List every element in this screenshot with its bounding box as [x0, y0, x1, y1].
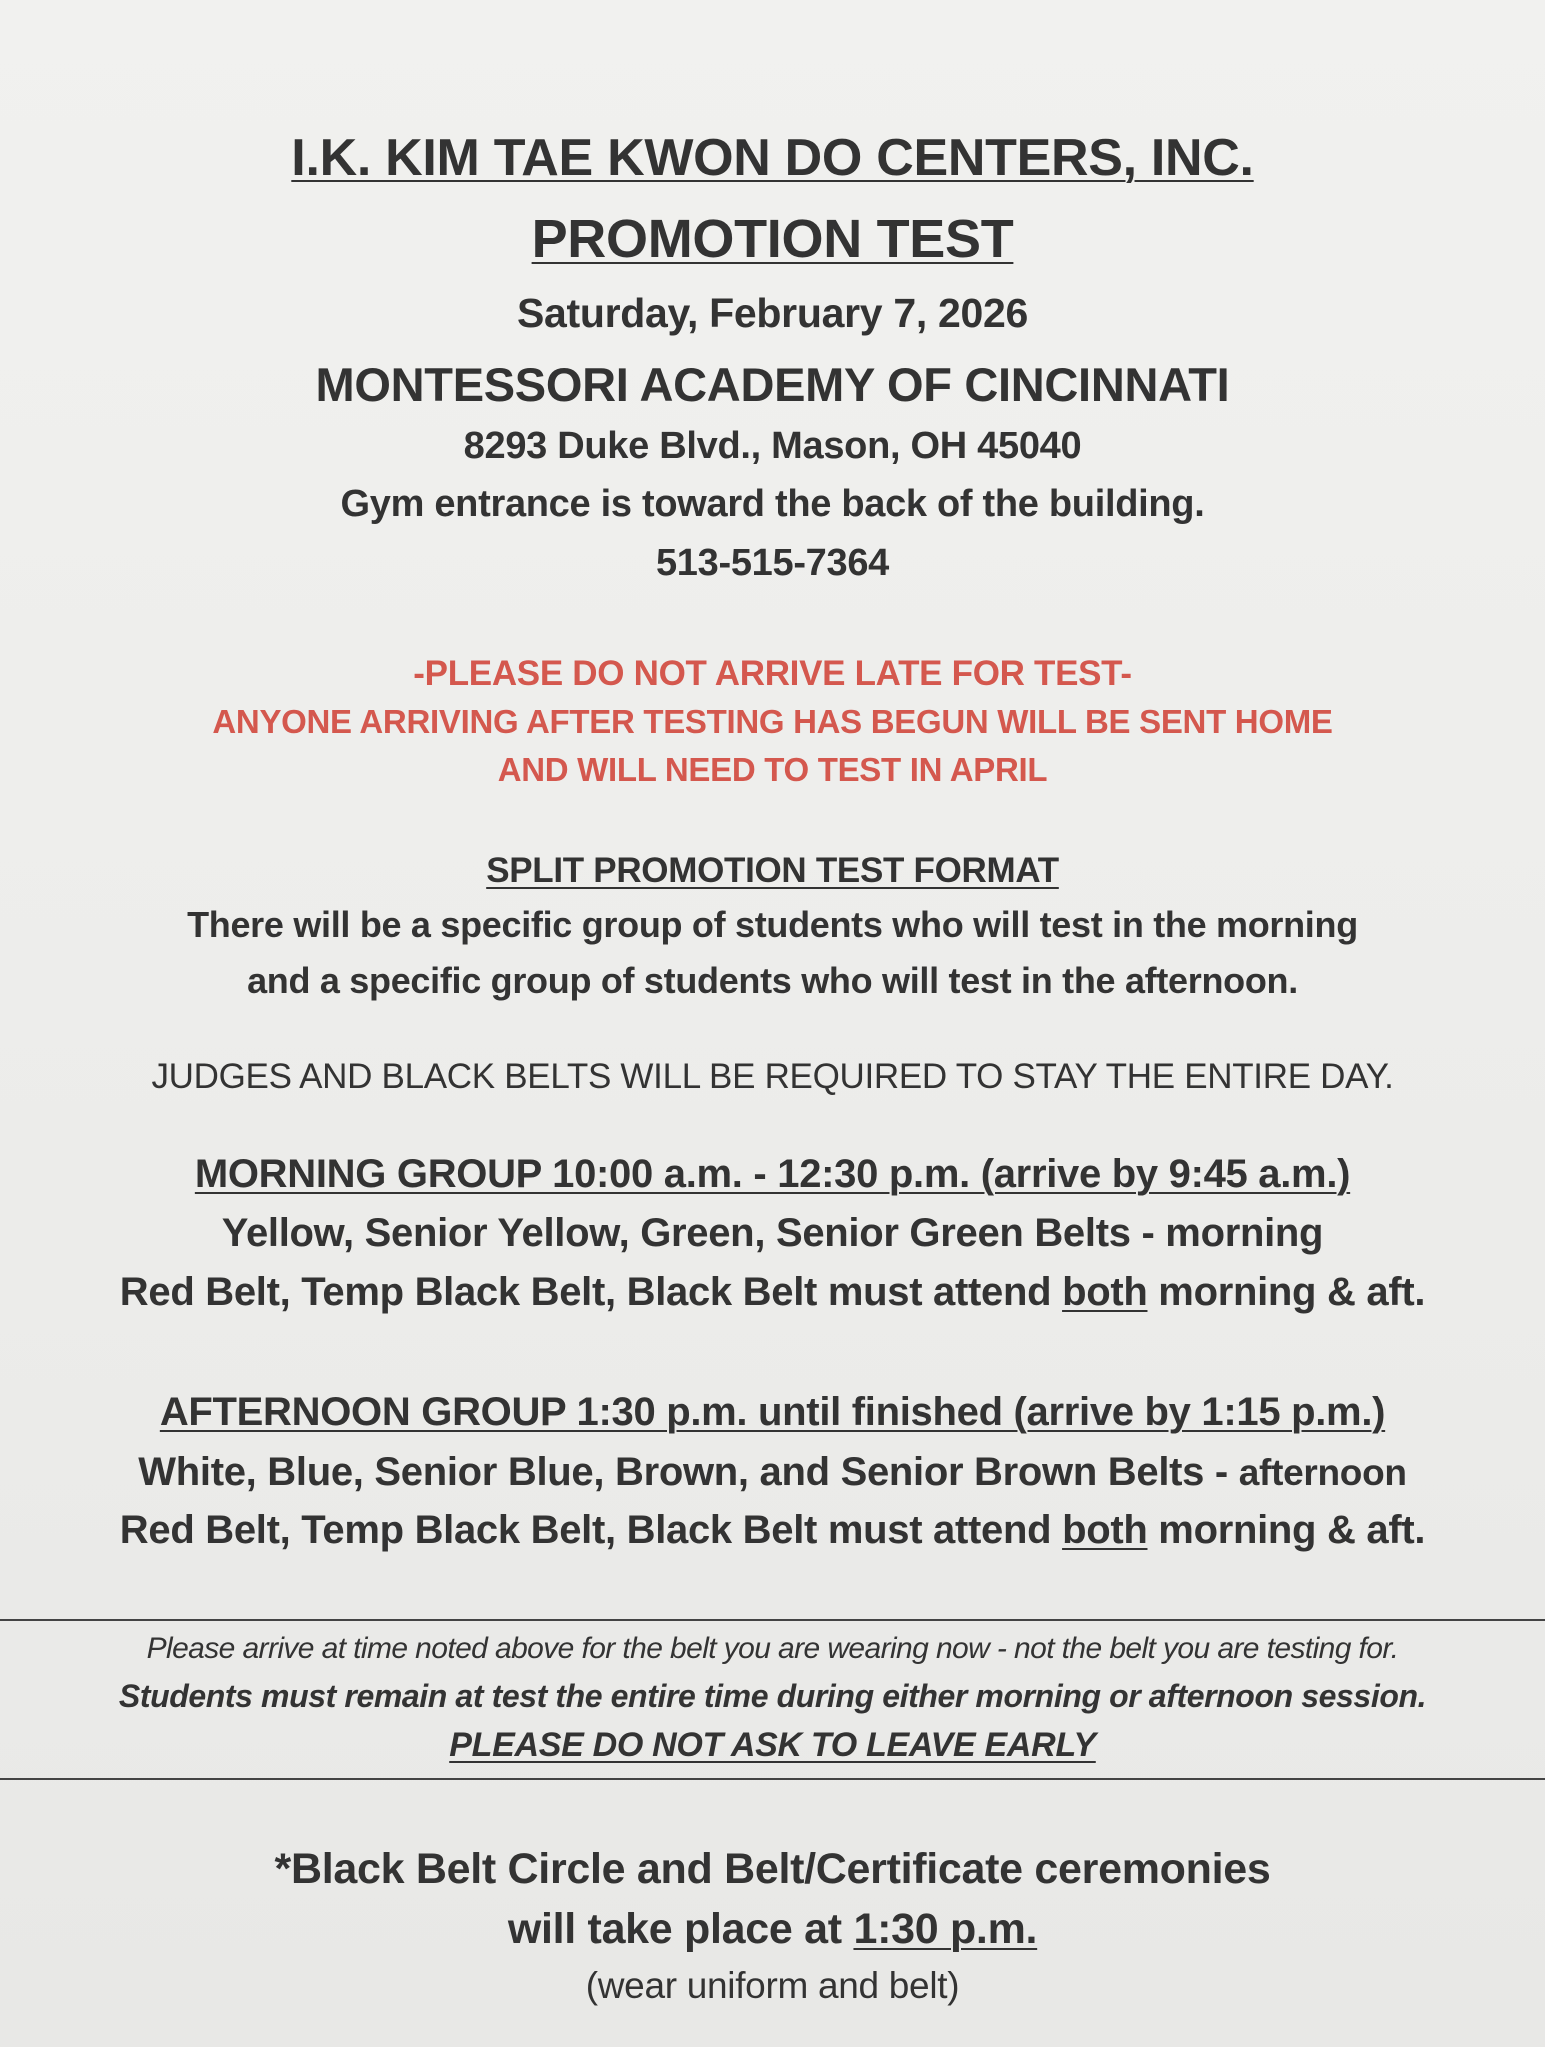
morning-belts: Yellow, Senior Yellow, Green, Senior Green Belts - morning: [221, 1211, 1324, 1255]
afternoon-belts-tail: afternoon: [1238, 1452, 1407, 1493]
afternoon-requirement: [0, 1508, 1545, 1553]
afternoon-belts: [0, 1450, 1545, 1495]
afternoon-requirement-prefix: Red Belt, Temp Black Belt, Black Belt must attend: [119, 1508, 1063, 1552]
venue-address: 8293 Duke Blvd., Mason, OH 45040: [463, 425, 1082, 467]
entrance-note: Gym entrance is toward the back of the building.: [340, 483, 1205, 525]
ceremony-time-value: 1:30 p.m.: [853, 1905, 1038, 1953]
morning-requirement-suffix: morning & aft.: [1147, 1270, 1426, 1314]
late-warning-title: -PLEASE DO NOT ARRIVE LATE FOR TEST-: [413, 654, 1132, 693]
morning-heading: MORNING GROUP 10:00 a.m. - 12:30 p.m. (arrive by 9:45 a.m.): [194, 1152, 1351, 1196]
ceremony-attire: (wear uniform and belt): [585, 1965, 960, 2006]
notice-belt-time: Please arrive at time noted above for the belt you are wearing now - not the belt you are testing for.: [146, 1632, 1399, 1665]
event-date: Saturday, February 7, 2026: [516, 290, 1029, 336]
notice-remain: Students must remain at test the entire time during either morning or afternoon session.: [118, 1678, 1427, 1714]
afternoon-requirement-suffix: morning & aft.: [1147, 1508, 1426, 1552]
morning-requirement: [0, 1270, 1545, 1315]
notice-top-rule: [0, 1619, 1545, 1621]
event-title: PROMOTION TEST: [531, 209, 1014, 269]
org-name: I.K. KIM TAE KWON DO CENTERS, INC.: [291, 129, 1254, 187]
ceremony-time: [0, 1905, 1545, 1954]
afternoon-heading: AFTERNOON GROUP 1:30 p.m. until finished (arrive by 1:15 p.m.): [159, 1390, 1386, 1434]
ceremony-time-prefix: will take place at: [507, 1905, 854, 1953]
phone-number: 513-515-7364: [655, 542, 890, 584]
afternoon-belts-main: White, Blue, Senior Blue, Brown, and Senior Brown Belts -: [138, 1450, 1239, 1494]
ceremony-title: *Black Belt Circle and Belt/Certificate ceremonies: [274, 1845, 1271, 1893]
morning-requirement-prefix: Red Belt, Temp Black Belt, Black Belt must attend: [119, 1270, 1063, 1314]
venue-name: MONTESSORI ACADEMY OF CINCINNATI: [315, 358, 1230, 411]
format-description-1: There will be a specific group of students who will test in the morning: [187, 904, 1358, 945]
morning-requirement-emphasis: both: [1062, 1270, 1148, 1314]
format-heading: SPLIT PROMOTION TEST FORMAT: [486, 851, 1059, 890]
late-warning-detail-2: AND WILL NEED TO TEST IN APRIL: [497, 751, 1048, 788]
notice-no-leave: PLEASE DO NOT ASK TO LEAVE EARLY: [449, 1726, 1096, 1764]
late-warning-detail-1: ANYONE ARRIVING AFTER TESTING HAS BEGUN WILL BE SENT HOME: [212, 703, 1333, 740]
format-description-2: and a specific group of students who will test in the afternoon.: [247, 960, 1298, 1001]
notice-bottom-rule: [0, 1778, 1545, 1780]
afternoon-requirement-emphasis: both: [1062, 1508, 1148, 1552]
judges-note: JUDGES AND BLACK BELTS WILL BE REQUIRED TO STAY THE ENTIRE DAY.: [151, 1057, 1394, 1096]
